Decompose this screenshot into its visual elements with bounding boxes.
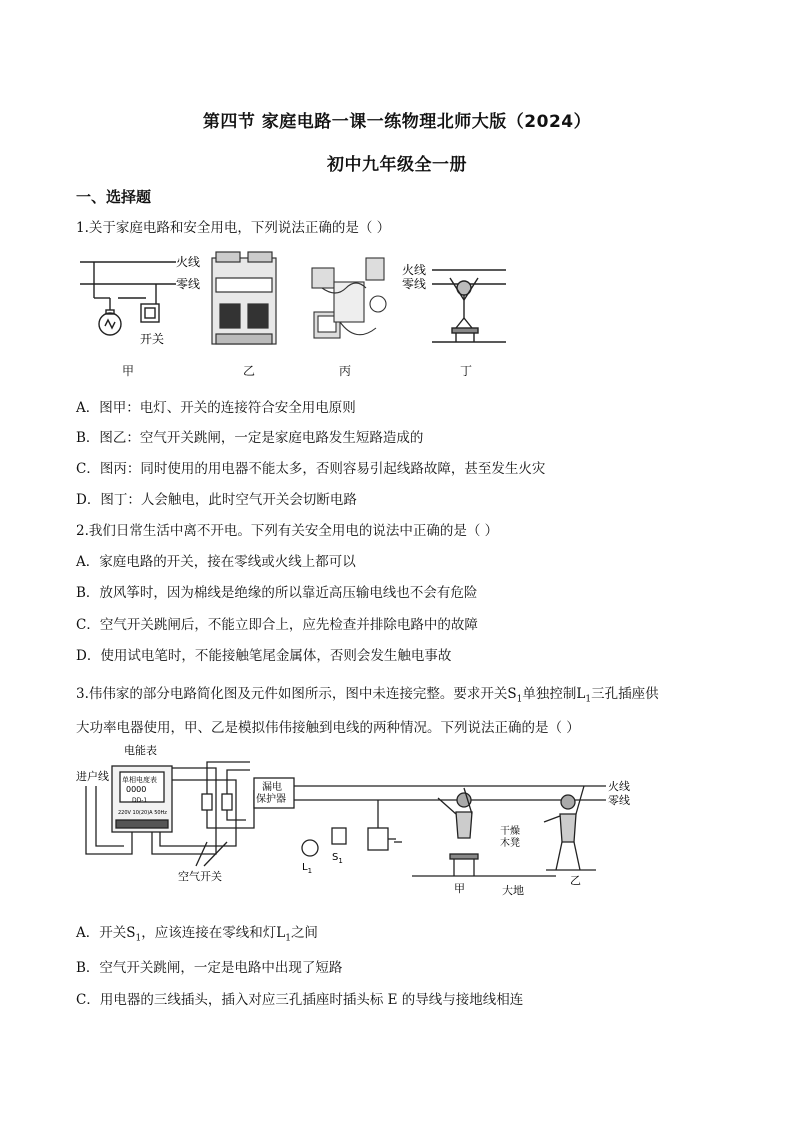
inlet-label: 进户线 — [76, 770, 109, 783]
q1-option-c: C．图丙：同时使用的用电器不能太多，否则容易引起线路故障，甚至发生火灾 — [76, 461, 546, 477]
meter-face-label: 单相电度表 — [122, 776, 157, 784]
figure-yi-breaker — [212, 252, 276, 344]
dry-stool-label-1: 干燥 — [500, 826, 520, 837]
q3-option-a: A．开关$S_1$，应该连接在零线和灯$L_1$之间 — [76, 925, 318, 944]
q1-option-b: B．图乙：空气开关跳闸，一定是家庭电路发生短路造成的 — [76, 430, 424, 446]
section-heading: 一、选择题 — [76, 188, 152, 206]
figure-label-bing: 丙 — [338, 364, 351, 378]
q2-option-c: C．空气开关跳闸后，不能立即合上，应先检查并排除电路中的故障 — [76, 617, 478, 633]
person-yi-label: 乙 — [570, 874, 581, 887]
q1-ding-fire-label: 火线 — [402, 263, 427, 277]
figure-label-jia: 甲 — [121, 364, 134, 378]
q3-option-c: C．用电器的三线插头，插入对应三孔插座时插头标 E 的导线与接地线相连 — [76, 992, 524, 1008]
air-switch-label: 空气开关 — [178, 870, 222, 883]
q2-option-d: D．使用试电笔时，不能接触笔尾金属体，否则会发生触电事故 — [76, 648, 452, 664]
figure-bing-overload — [312, 258, 386, 338]
q1-option-a: A．图甲：电灯、开关的连接符合安全用电原则 — [76, 400, 356, 416]
question-1-stem: 1.关于家庭电路和安全用电，下列说法正确的是（ ） — [76, 220, 391, 236]
question-2-stem: 2.我们日常生活中离不开电。下列有关安全用电的说法中正确的是（ ） — [76, 523, 499, 539]
meter-label: 电能表 — [124, 744, 157, 757]
q1-fire-label: 火线 — [176, 255, 201, 269]
switch-s1-label: $S_1$ — [332, 852, 343, 865]
dry-stool-label-2: 木凳 — [500, 838, 520, 849]
earth-label: 大地 — [502, 884, 524, 897]
q2-option-b: B．放风筝时，因为棉线是绝缘的所以靠近高压输电线也不会有危险 — [76, 585, 478, 601]
figure-label-yi: 乙 — [242, 364, 255, 378]
q1-zero-label: 零线 — [176, 277, 201, 291]
meter-spec: 220V 10(20)A 50Hz — [118, 810, 167, 816]
q3-circuit-figure — [76, 742, 636, 902]
figure-ding-person — [432, 270, 506, 342]
leak-protector-label-1: 漏电 — [262, 782, 282, 793]
meter-digits: 0000 — [126, 785, 147, 794]
q3-zero-label: 零线 — [608, 794, 630, 807]
figure-jia — [80, 262, 176, 335]
person-jia-label: 甲 — [454, 882, 465, 895]
q1-figures — [76, 248, 516, 358]
leak-protector-label-2: 保护器 — [256, 794, 286, 805]
q3-fire-label: 火线 — [608, 780, 630, 793]
q1-ding-zero-label: 零线 — [402, 277, 427, 291]
page-subtitle: 初中九年级全一册 — [327, 155, 467, 175]
page-title: 第四节 家庭电路一课一练物理北师大版（2024） — [202, 112, 592, 132]
question-3-stem-line1: 3.伟伟家的部分电路简化图及元件如图所示，图中未连接完整。要求开关$S_1$单独控制$L_1$三孔插座供 — [76, 686, 659, 705]
meter-model: DD-1 — [132, 797, 148, 804]
q2-option-a: A．家庭电路的开关，接在零线或火线上都可以 — [76, 554, 356, 570]
question-3-stem-line2: 大功率电器使用，甲、乙是模拟伟伟接触到电线的两种情况。下列说法正确的是（ ） — [76, 720, 580, 736]
q3-option-b: B．空气开关跳闸，一定是电路中出现了短路 — [76, 960, 343, 976]
q1-option-d: D．图丁：人会触电，此时空气开关会切断电路 — [76, 492, 357, 508]
q1-switch-label: 开关 — [140, 332, 165, 346]
figure-label-ding: 丁 — [459, 364, 472, 378]
lamp-label: $L_1$ — [302, 862, 313, 875]
